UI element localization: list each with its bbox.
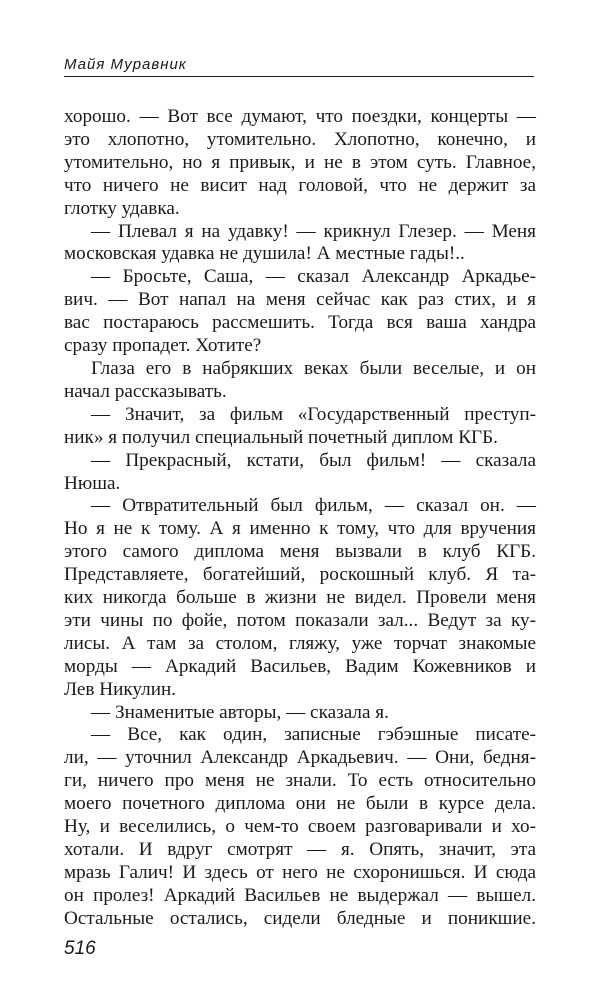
text-line: — Прекрасный, кстати, был фильм! — сказала [91, 449, 536, 471]
text-line: — Знаменитые авторы, — сказала я. [91, 701, 389, 723]
text-line: — Отвратительный был фильм, — сказал он. — [91, 495, 536, 517]
text-line: он пролез! Аркадий Васильев не выдержал — вышел. [64, 884, 536, 906]
text-line: Представляете, богатейший, роскошный клуб. Я та- [64, 564, 536, 586]
text-line: вас постараюсь рассмешить. Тогда вся ваша хандра [64, 312, 536, 334]
text-line: мразь Галич! И здесь от него не схоронишься. И сюда [64, 861, 536, 883]
text-line: хорошо. — Вот все думают, что поездки, концерты — [64, 106, 536, 127]
text-line: что ничего не висит над головой, что не держит за [64, 174, 536, 196]
page-number: 516 [64, 938, 96, 959]
text-line: Лев Никулин. [64, 678, 177, 700]
text-line: ких никогда больше в жизни не видел. Провели меня [64, 587, 536, 609]
text-line: лисы. А там за столом, гляжу, уже торчат знакомые [64, 632, 536, 654]
text-line: ник» я получил специальный почетный диплом КГБ. [64, 426, 498, 448]
text-line: — Все, как один, записные гэбэшные писате- [91, 724, 536, 746]
text-line: глотку удавка. [64, 197, 180, 219]
text-line: моего почетного диплома они не были в курсе дела. [64, 793, 536, 815]
text-line: этого самого диплома меня вызвали в клуб КГБ. [64, 541, 536, 563]
body-text [64, 106, 536, 931]
text-line: эти чины по фойе, потом показали зал... Ведут за ку- [64, 609, 536, 631]
text-line: ги, ничего про меня не знали. То есть относительно [64, 770, 536, 792]
text-line: — Бросьте, Саша, — сказал Александр Аркадье- [91, 266, 536, 288]
text-line: Нюша. [64, 472, 121, 494]
text-line: хотали. И вдруг смотрят — я. Опять, значит, эта [64, 839, 536, 860]
text-line: — Плевал я на удавку! — крикнул Глезер. — Меня [91, 220, 536, 242]
running-head: Майя Муравник [64, 56, 187, 73]
text-line: Остальные остались, сидели бледные и поникшие. [64, 907, 536, 929]
text-line: Глаза его в набрякших веках были веселые, и он [91, 357, 536, 379]
text-line: морды — Аркадий Васильев, Вадим Кожевников и [64, 655, 536, 677]
text-line: Но я не к тому. А я именно к тому, что для вручения [64, 518, 536, 540]
text-line: начал рассказывать. [64, 380, 227, 402]
text-line: сразу пропадет. Хотите? [64, 335, 262, 357]
header-rule [64, 76, 534, 77]
text-line: Ну, и веселились, о чем-то своем разговаривали и хо- [64, 816, 536, 838]
text-line: это хлопотно, утомительно. Хлопотно, конечно, и [64, 128, 536, 150]
text-line: вич. — Вот напал на меня сейчас как раз стих, и я [64, 289, 536, 311]
text-line: московская удавка не душила! А местные гады!.. [64, 243, 465, 265]
text-line: ли, — уточнил Александр Аркадьевич. — Они, бедня- [64, 747, 536, 769]
text-line: — Значит, за фильм «Государственный преступ- [91, 403, 536, 425]
text-line: утомительно, но я привык, и не в этом суть. Главное, [64, 151, 536, 173]
